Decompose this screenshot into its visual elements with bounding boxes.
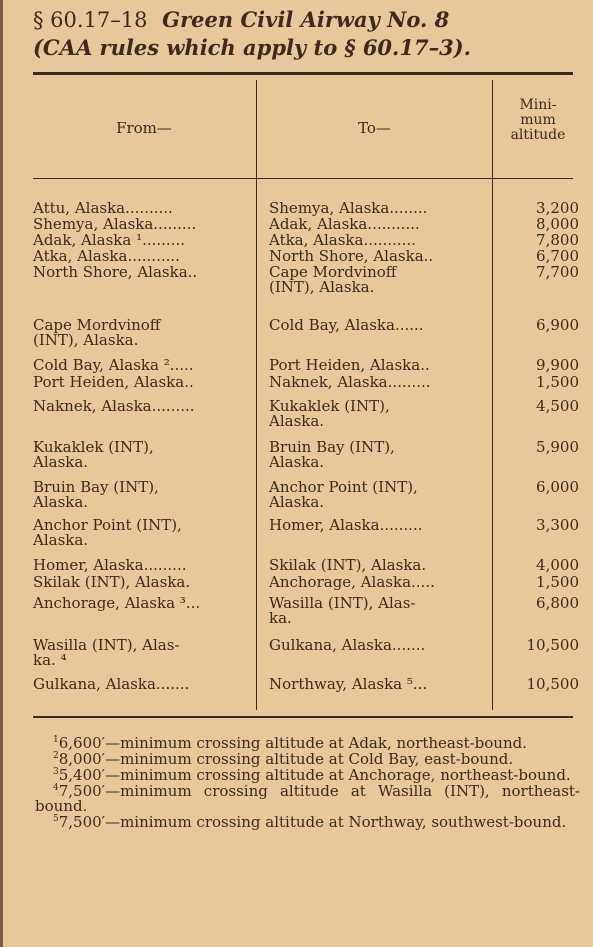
- to-cell: Shemya, Alaska........: [269, 199, 428, 217]
- to-cell: Wasilla (INT), Alas- ka.: [269, 594, 416, 627]
- column-divider-2: [492, 80, 493, 710]
- altitude-cell: 7,800: [536, 231, 579, 249]
- footnote: [35, 815, 580, 830]
- footnotes: [35, 736, 580, 831]
- to-cell: Adak, Alaska...........: [269, 215, 420, 233]
- from-cell: Shemya, Alaska.........: [33, 215, 197, 233]
- from-cell: Wasilla (INT), Alas- ka. ⁴: [33, 636, 180, 669]
- section-subtitle: (CAA rules which apply to § 60.17–3).: [33, 35, 471, 60]
- to-cell: Naknek, Alaska.........: [269, 373, 431, 391]
- to-cell: Bruin Bay (INT), Alaska.: [269, 438, 395, 471]
- altitude-cell: 7,700: [536, 263, 579, 281]
- section-title: Green Civil Airway No. 8: [162, 7, 450, 32]
- to-cell: Northway, Alaska ⁵...: [269, 675, 428, 693]
- to-cell: Skilak (INT), Alaska.: [269, 556, 427, 574]
- from-cell: Skilak (INT), Alaska.: [33, 573, 191, 591]
- altitude-cell: 4,500: [536, 397, 579, 415]
- from-cell: Cold Bay, Alaska ².....: [33, 356, 194, 374]
- altitude-cell: 8,000: [536, 215, 579, 233]
- to-cell: Cape Mordvinoff (INT), Alaska.: [269, 263, 397, 296]
- footnote-mark: 4: [53, 783, 59, 793]
- to-cell: Atka, Alaska...........: [269, 231, 416, 249]
- altitude-cell: 6,000: [536, 478, 579, 496]
- altitude-cell: 1,500: [536, 373, 579, 391]
- from-cell: Naknek, Alaska.........: [33, 397, 195, 415]
- from-cell: North Shore, Alaska..: [33, 263, 198, 281]
- footnote-text: 8,000′—minimum crossing altitude at Cold Bay, east-bound.: [58, 750, 514, 768]
- footnote-text: 7,500′—minimum crossing altitude at Wasilla (INT), northeast-bound.: [35, 782, 580, 815]
- altitude-cell: 6,700: [536, 247, 579, 265]
- to-cell: Homer, Alaska.........: [269, 516, 423, 534]
- table-top-rule: [33, 72, 573, 75]
- table-bottom-rule: [33, 716, 573, 718]
- altitude-cell: 1,500: [536, 573, 579, 591]
- column-header-altitude: Mini- mum altitude: [510, 97, 566, 143]
- to-cell: Port Heiden, Alaska..: [269, 356, 430, 374]
- to-cell: Anchorage, Alaska.....: [269, 573, 435, 591]
- footnote: [35, 784, 580, 814]
- from-cell: Adak, Alaska ¹.........: [33, 231, 185, 249]
- footnote: [35, 736, 580, 751]
- altitude-cell: 3,300: [536, 516, 579, 534]
- altitude-cell: 4,000: [536, 556, 579, 574]
- from-cell: Homer, Alaska.........: [33, 556, 187, 574]
- from-cell: Atka, Alaska...........: [33, 247, 180, 265]
- altitude-cell: 10,500: [526, 636, 579, 654]
- from-cell: Anchor Point (INT), Alaska.: [33, 516, 182, 549]
- footnote: [35, 752, 580, 767]
- column-header-to: To—: [358, 119, 391, 137]
- footnote-mark: 2: [53, 751, 59, 761]
- footnote-mark: 1: [53, 735, 59, 745]
- section-heading: [33, 6, 583, 62]
- footnote-mark: 5: [53, 814, 59, 824]
- from-cell: Bruin Bay (INT), Alaska.: [33, 478, 159, 511]
- from-cell: Kukaklek (INT), Alaska.: [33, 438, 154, 471]
- footnote-mark: 3: [53, 767, 59, 777]
- column-divider-1: [256, 80, 257, 710]
- footnote-text: 7,500′—minimum crossing altitude at Northway, southwest-bound.: [58, 813, 567, 831]
- to-cell: Cold Bay, Alaska......: [269, 316, 424, 334]
- to-cell: Kukaklek (INT), Alaska.: [269, 397, 390, 430]
- from-cell: Port Heiden, Alaska..: [33, 373, 194, 391]
- altitude-cell: 3,200: [536, 199, 579, 217]
- altitude-cell: 6,800: [536, 594, 579, 612]
- from-cell: Gulkana, Alaska.......: [33, 675, 190, 693]
- altitude-cell: 9,900: [536, 356, 579, 374]
- from-cell: Attu, Alaska..........: [33, 199, 173, 217]
- footnote-text: 5,400′—minimum crossing altitude at Anchorage, northeast-bound.: [58, 766, 571, 784]
- from-cell: Cape Mordvinoff (INT), Alaska.: [33, 316, 161, 349]
- to-cell: Anchor Point (INT), Alaska.: [269, 478, 418, 511]
- from-cell: Anchorage, Alaska ³...: [33, 594, 201, 612]
- altitude-cell: 6,900: [536, 316, 579, 334]
- altitude-cell: 5,900: [536, 438, 579, 456]
- footnote: [35, 768, 580, 783]
- section-number: § 60.17–18: [33, 8, 148, 32]
- column-header-from: From—: [116, 119, 172, 137]
- to-cell: North Shore, Alaska..: [269, 247, 434, 265]
- altitude-cell: 10,500: [526, 675, 579, 693]
- footnote-text: 6,600′—minimum crossing altitude at Adak, northeast-bound.: [58, 734, 527, 752]
- to-cell: Gulkana, Alaska.......: [269, 636, 426, 654]
